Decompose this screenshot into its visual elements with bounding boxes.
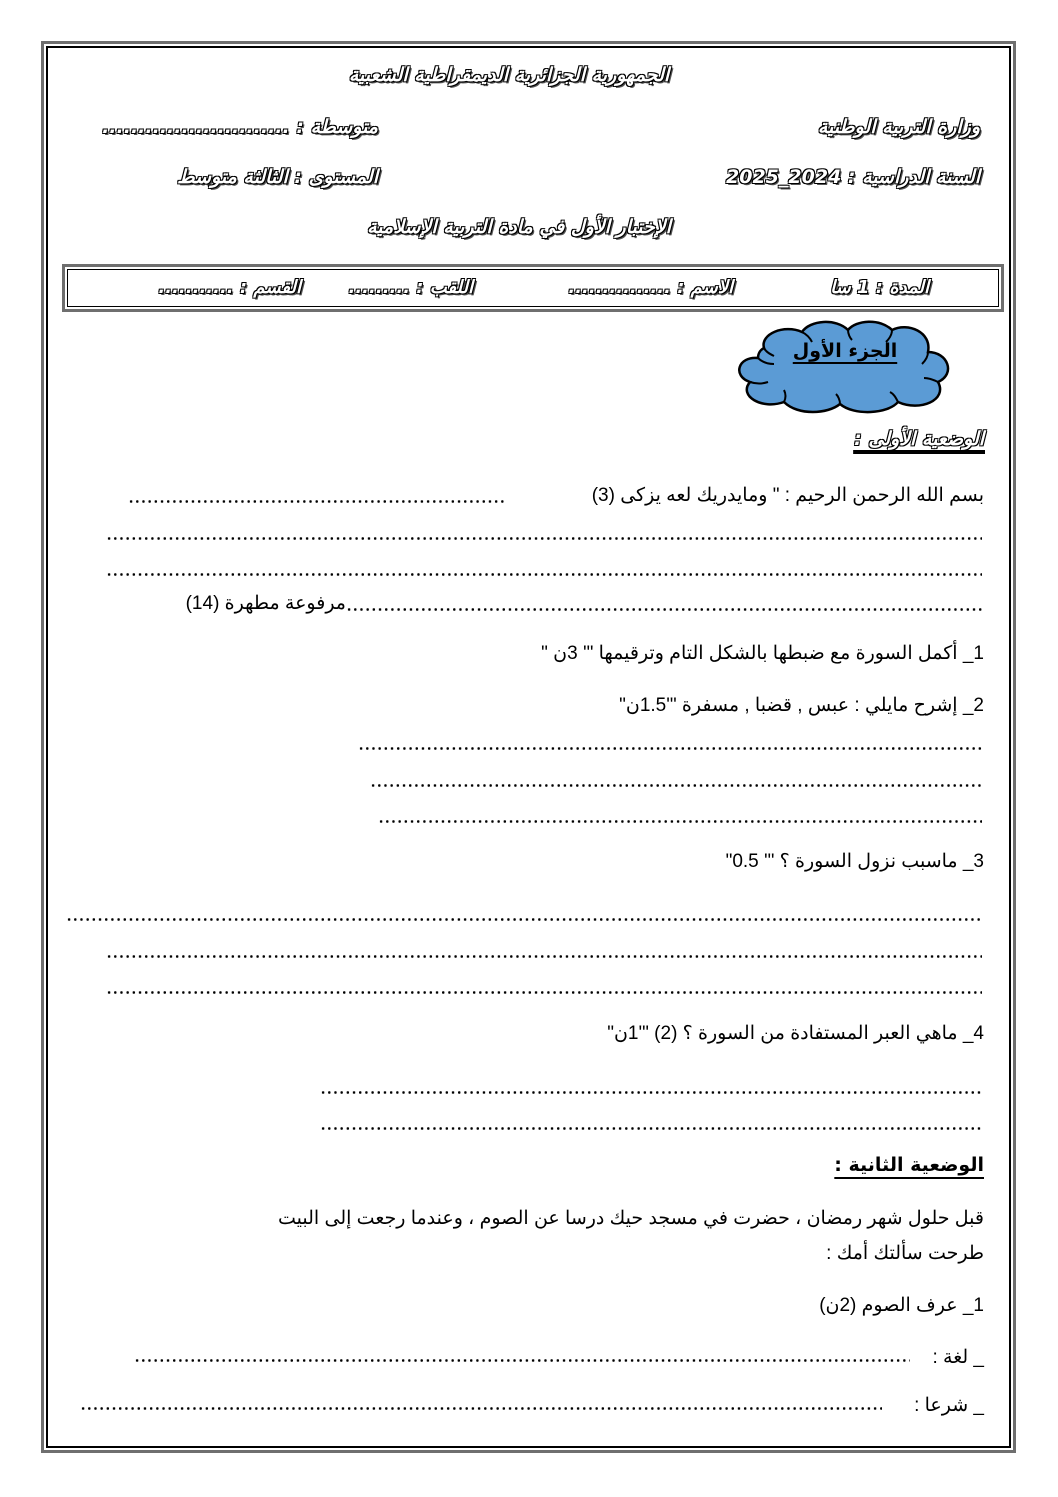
answer-line[interactable] bbox=[106, 991, 982, 994]
situation-two-question-1: 1_ عرف الصوم (2ن) bbox=[819, 1295, 984, 1316]
answer-line[interactable] bbox=[358, 747, 982, 750]
exam-title: الإختبار الأول في مادة التربية الإسلامية bbox=[367, 216, 671, 238]
school-field: متوسطة : .......................... bbox=[102, 116, 378, 138]
verse-start: بسم الله الرحمن الرحيم : " ومايدريك لعه يزكى (3) bbox=[591, 485, 984, 506]
class-field[interactable]: القسم : ........... bbox=[158, 277, 301, 298]
part-one-badge bbox=[728, 318, 954, 414]
question-4: 4_ ماهي العبر المستفادة من السورة ؟ (2) "'1ن" bbox=[607, 1023, 984, 1044]
question-1: 1_ أكمل السورة مع ضبطها بالشكل التام وترقيمها "' 3ن " bbox=[541, 643, 984, 664]
answer-line[interactable] bbox=[134, 1359, 910, 1362]
answer-line[interactable] bbox=[106, 955, 982, 958]
answer-line[interactable] bbox=[128, 500, 506, 503]
question-2: 2_ إشرح مايلي : عبس , قضبا , مسفرة "'1.5ن" bbox=[619, 695, 984, 716]
answer-line[interactable] bbox=[106, 537, 982, 540]
answer-line[interactable] bbox=[320, 1127, 982, 1130]
answer-line[interactable] bbox=[80, 1407, 882, 1410]
answer-line[interactable] bbox=[370, 784, 982, 787]
surname-field[interactable]: اللقب : ......... bbox=[348, 277, 473, 298]
situation-two-title: الوضعية الثانية : bbox=[834, 1154, 984, 1176]
answer-line[interactable] bbox=[106, 573, 982, 576]
answer-line[interactable] bbox=[378, 820, 982, 823]
linguistic-definition-label: _ لغة : bbox=[932, 1347, 984, 1368]
legal-definition-label: _ شرعا : bbox=[914, 1395, 984, 1416]
answer-line[interactable] bbox=[66, 918, 982, 921]
level-label: المستوى : الثالثة متوسط bbox=[177, 166, 378, 188]
answer-line[interactable] bbox=[346, 608, 982, 611]
scenario-line-2: طرحت سألتك أمك : bbox=[826, 1243, 984, 1264]
situation-one-title: الوضعية الأولى : bbox=[854, 428, 984, 450]
verse-end: مرفوعة مطهرة (14) bbox=[185, 593, 346, 614]
student-info-box bbox=[62, 264, 1004, 312]
duration-label: المدة : 1 سا bbox=[830, 277, 929, 298]
republic-title: الجمهورية الجزائرية الديمقراطية الشعبية bbox=[348, 64, 670, 86]
school-year: السنة الدراسية : 2024_2025 bbox=[726, 166, 980, 188]
answer-line[interactable] bbox=[320, 1091, 982, 1094]
ministry-label: وزارة التربية الوطنية bbox=[817, 116, 980, 138]
part-one-label: الجزء الأول bbox=[792, 340, 898, 362]
question-3: 3_ ماسبب نزول السورة ؟ "' 0.5" bbox=[725, 851, 984, 872]
scenario-line-1: قبل حلول شهر رمضان ، حضرت في مسجد حيك درسا عن الصوم ، وعندما رجعت إلى البيت bbox=[278, 1208, 984, 1229]
cloud-shape-icon bbox=[728, 318, 954, 414]
name-field[interactable]: الاسم : ............... bbox=[568, 277, 733, 298]
